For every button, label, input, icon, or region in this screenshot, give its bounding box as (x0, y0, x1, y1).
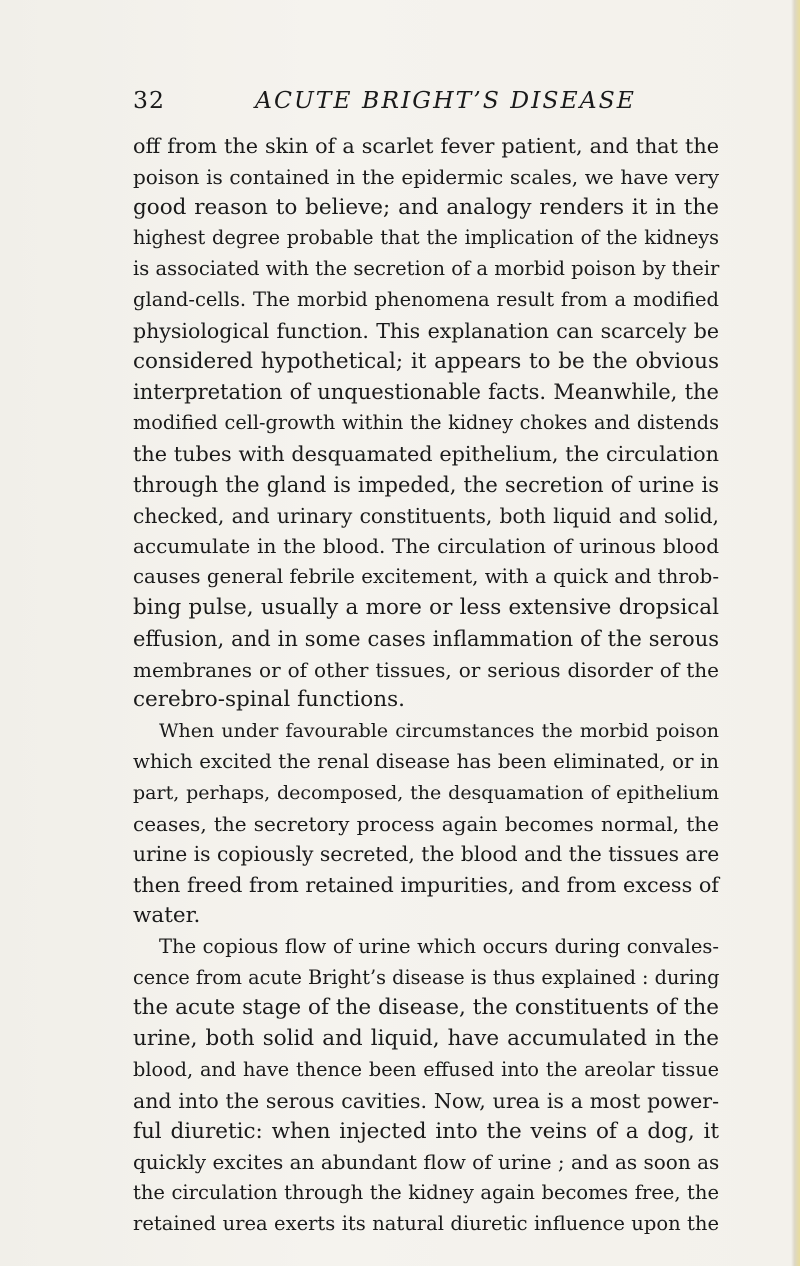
text-line: the acute stage of the disease, the constituents of the (133, 995, 719, 1021)
text-line: The copious flow of urine which occurs during convales- (159, 934, 719, 958)
text-line: then freed from retained impurities, and from excess of (133, 873, 719, 898)
text-line: bing pulse, usually a more or less extensive dropsical (133, 594, 719, 620)
text-line: good reason to believe; and analogy renders it in the (133, 194, 719, 220)
text-line: quickly excites an abundant flow of urine ; and as soon as (133, 1150, 720, 1175)
page-number: 32 (133, 86, 165, 114)
text-line: off from the skin of a scarlet fever patient, and that the (133, 134, 719, 158)
text-line: blood, and have thence been effused into the areolar tissue (133, 1057, 719, 1081)
text-line: and into the serous cavities. Now, urea is a most power- (133, 1088, 719, 1113)
text-line: accumulate in the blood. The circulation of urinous blood (133, 534, 719, 559)
page-edge (791, 0, 800, 1266)
running-head: ACUTE BRIGHT’S DISEASE (255, 86, 636, 114)
text-line: the tubes with desquamated epithelium, the circulation (133, 441, 719, 466)
body-text (133, 131, 719, 1240)
text-line: physiological function. This explanation can scarcely be (133, 318, 719, 343)
text-line: membranes or of other tissues, or serious disorder of the (133, 657, 719, 682)
text-line: highest degree probable that the implication of the kidneys (133, 226, 719, 250)
text-line: ceases, the secretory process again becomes normal, the (133, 811, 719, 836)
text-line: urine is copiously secreted, the blood and the tissues are (133, 842, 720, 867)
text-line: effusion, and in some cases inflammation of the serous (133, 626, 719, 651)
text-line: through the gland is impeded, the secretion of urine is (133, 472, 719, 497)
text-line: is associated with the secretion of a morbid poison by their (133, 257, 720, 281)
page-header (133, 86, 733, 126)
text-line: cerebro-spinal functions. (133, 687, 405, 713)
text-line: When under favourable circumstances the morbid poison (159, 720, 719, 743)
text-line: part, perhaps, decomposed, the desquamation of epithelium (133, 781, 719, 804)
text-line: considered hypothetical; it appears to be the obvious (133, 348, 719, 374)
text-line: retained urea exerts its natural diuretic influence upon the (133, 1211, 719, 1235)
text-line: checked, and urinary constituents, both liquid and solid, (133, 503, 719, 528)
text-line: modified cell-growth within the kidney chokes and distends (133, 411, 719, 435)
text-line: causes general febrile excitement, with a quick and throb- (133, 565, 719, 589)
text-line: ful diuretic: when injected into the veins of a dog, it (133, 1118, 719, 1144)
text-line: the circulation through the kidney again becomes free, the (133, 1181, 719, 1205)
text-line: water. (133, 902, 201, 928)
text-line: gland-cells. The morbid phenomena result from a modified (133, 287, 719, 311)
text-line: urine, both solid and liquid, have accumulated in the (133, 1026, 719, 1052)
text-line: poison is contained in the epidermic scales, we have very (133, 164, 719, 189)
text-line: cence from acute Bright’s disease is thus explained : during (133, 965, 720, 989)
text-line: which excited the renal disease has been eliminated, or in (133, 749, 719, 773)
text-line: interpretation of unquestionable facts. Meanwhile, the (133, 380, 719, 405)
